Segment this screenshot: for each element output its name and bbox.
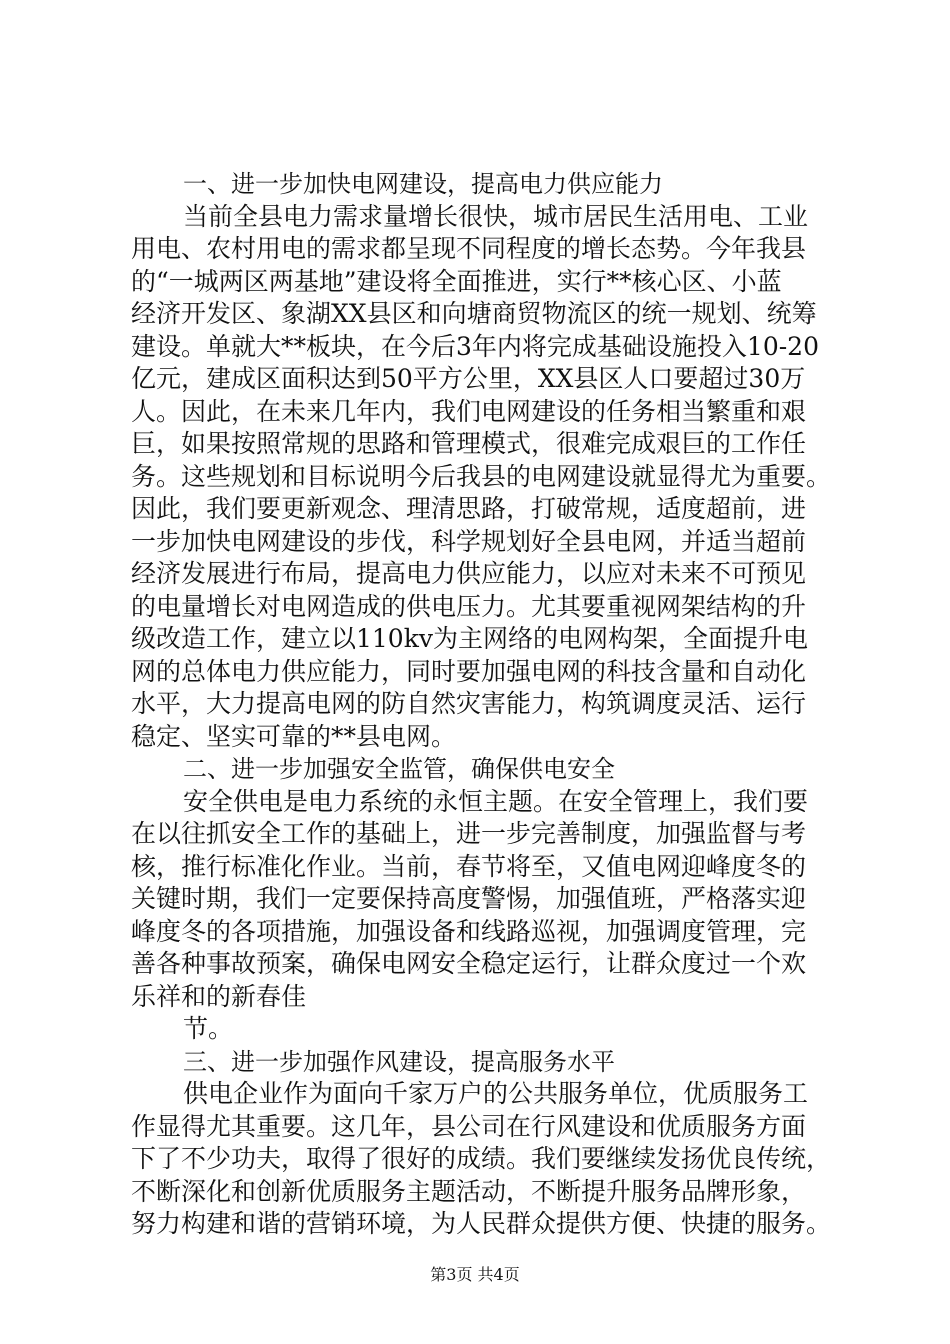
paragraph-line: 努力构建和谐的营销环境，为人民群众提供方便、快捷的服务。: [131, 1209, 832, 1238]
section-heading: 二、进一步加强安全监管，确保供电安全: [183, 755, 615, 783]
section-heading: 三、进一步加强作风建设，提高服务水平: [183, 1047, 615, 1076]
section-heading: 一、进一步加快电网建设，提高电力供应能力: [183, 170, 663, 198]
paragraph-line: 乐祥和的新春佳: [131, 981, 307, 1011]
paragraph-line: 务。这些规划和目标说明今后我县的电网建设就显得尤为重要。: [131, 461, 832, 491]
paragraph-line: 核，推行标准化作业。当前，春节将至，又值电网迎峰度冬的: [131, 851, 807, 881]
paragraph-line: 当前全县电力需求量增长很快，城市居民生活用电、工业: [183, 201, 809, 231]
paragraph-line: 一步加快电网建设的步伐，科学规划好全县电网，并适当超前: [131, 526, 807, 556]
paragraph-line: 亿元，建成区面积达到50平方公里，XX县区人口要超过30万: [131, 364, 806, 393]
paragraph-line: 巨，如果按照常规的思路和管理模式，很难完成艰巨的工作任: [131, 429, 807, 458]
paragraph-line: 安全供电是电力系统的永恒主题。在安全管理上，我们要: [183, 786, 809, 816]
paragraph-line: 供电企业作为面向千家万户的公共服务单位，优质服务工: [183, 1079, 809, 1108]
paragraph-line: 网的总体电力供应能力，同时要加强电网的科技含量和自动化: [131, 656, 807, 686]
paragraph-line: 的“一城两区两基地”建设将全面推进，实行**核心区、小蓝: [131, 266, 782, 296]
paragraph-line: 的电量增长对电网造成的供电压力。尤其要重视网架结构的升: [131, 591, 807, 621]
paragraph-line: 下了不少功夫，取得了很好的成绩。我们要继续发扬优良传统，: [131, 1144, 832, 1173]
paragraph-line: 建设。单就大**板块，在今后3年内将完成基础设施投入10-20: [131, 331, 819, 361]
paragraph-line: 关键时期，我们一定要保持高度警惕，加强值班，严格落实迎: [131, 884, 807, 913]
paragraph-line: 不断深化和创新优质服务主题活动，不断提升服务品牌形象，: [131, 1176, 807, 1206]
document-body: [131, 168, 831, 1241]
paragraph-line: 善各种事故预案，确保电网安全稳定运行，让群众度过一个欢: [131, 949, 807, 978]
paragraph-line: 经济发展进行布局，提高电力供应能力，以应对未来不可预见: [131, 559, 807, 588]
paragraph-line: 水平，大力提高电网的防自然灾害能力，构筑调度灵活、运行: [131, 689, 807, 718]
paragraph-line: 节。: [183, 1014, 234, 1043]
paragraph-line: 经济开发区、象湖XX县区和向塘商贸物流区的统一规划、统筹: [131, 299, 817, 328]
paragraph-line: 在以往抓安全工作的基础上，进一步完善制度，加强监督与考: [131, 819, 807, 848]
page-footer: 第3页 共4页: [430, 1265, 520, 1284]
paragraph-line: 用电、农村用电的需求都呈现不同程度的增长态势。今年我县: [131, 234, 807, 263]
paragraph-line: 因此，我们要更新观念、理清思路，打破常规，适度超前，进: [131, 494, 807, 523]
paragraph-line: 级改造工作，建立以110kv为主网络的电网构架，全面提升电: [131, 624, 808, 653]
paragraph-line: 峰度冬的各项措施，加强设备和线路巡视，加强调度管理，完: [131, 916, 807, 946]
paragraph-line: 人。因此，在未来几年内，我们电网建设的任务相当繁重和艰: [131, 396, 807, 426]
paragraph-line: 稳定、坚实可靠的**县电网。: [131, 721, 457, 751]
paragraph-line: 作显得尤其重要。这几年，县公司在行风建设和优质服务方面: [131, 1111, 807, 1141]
